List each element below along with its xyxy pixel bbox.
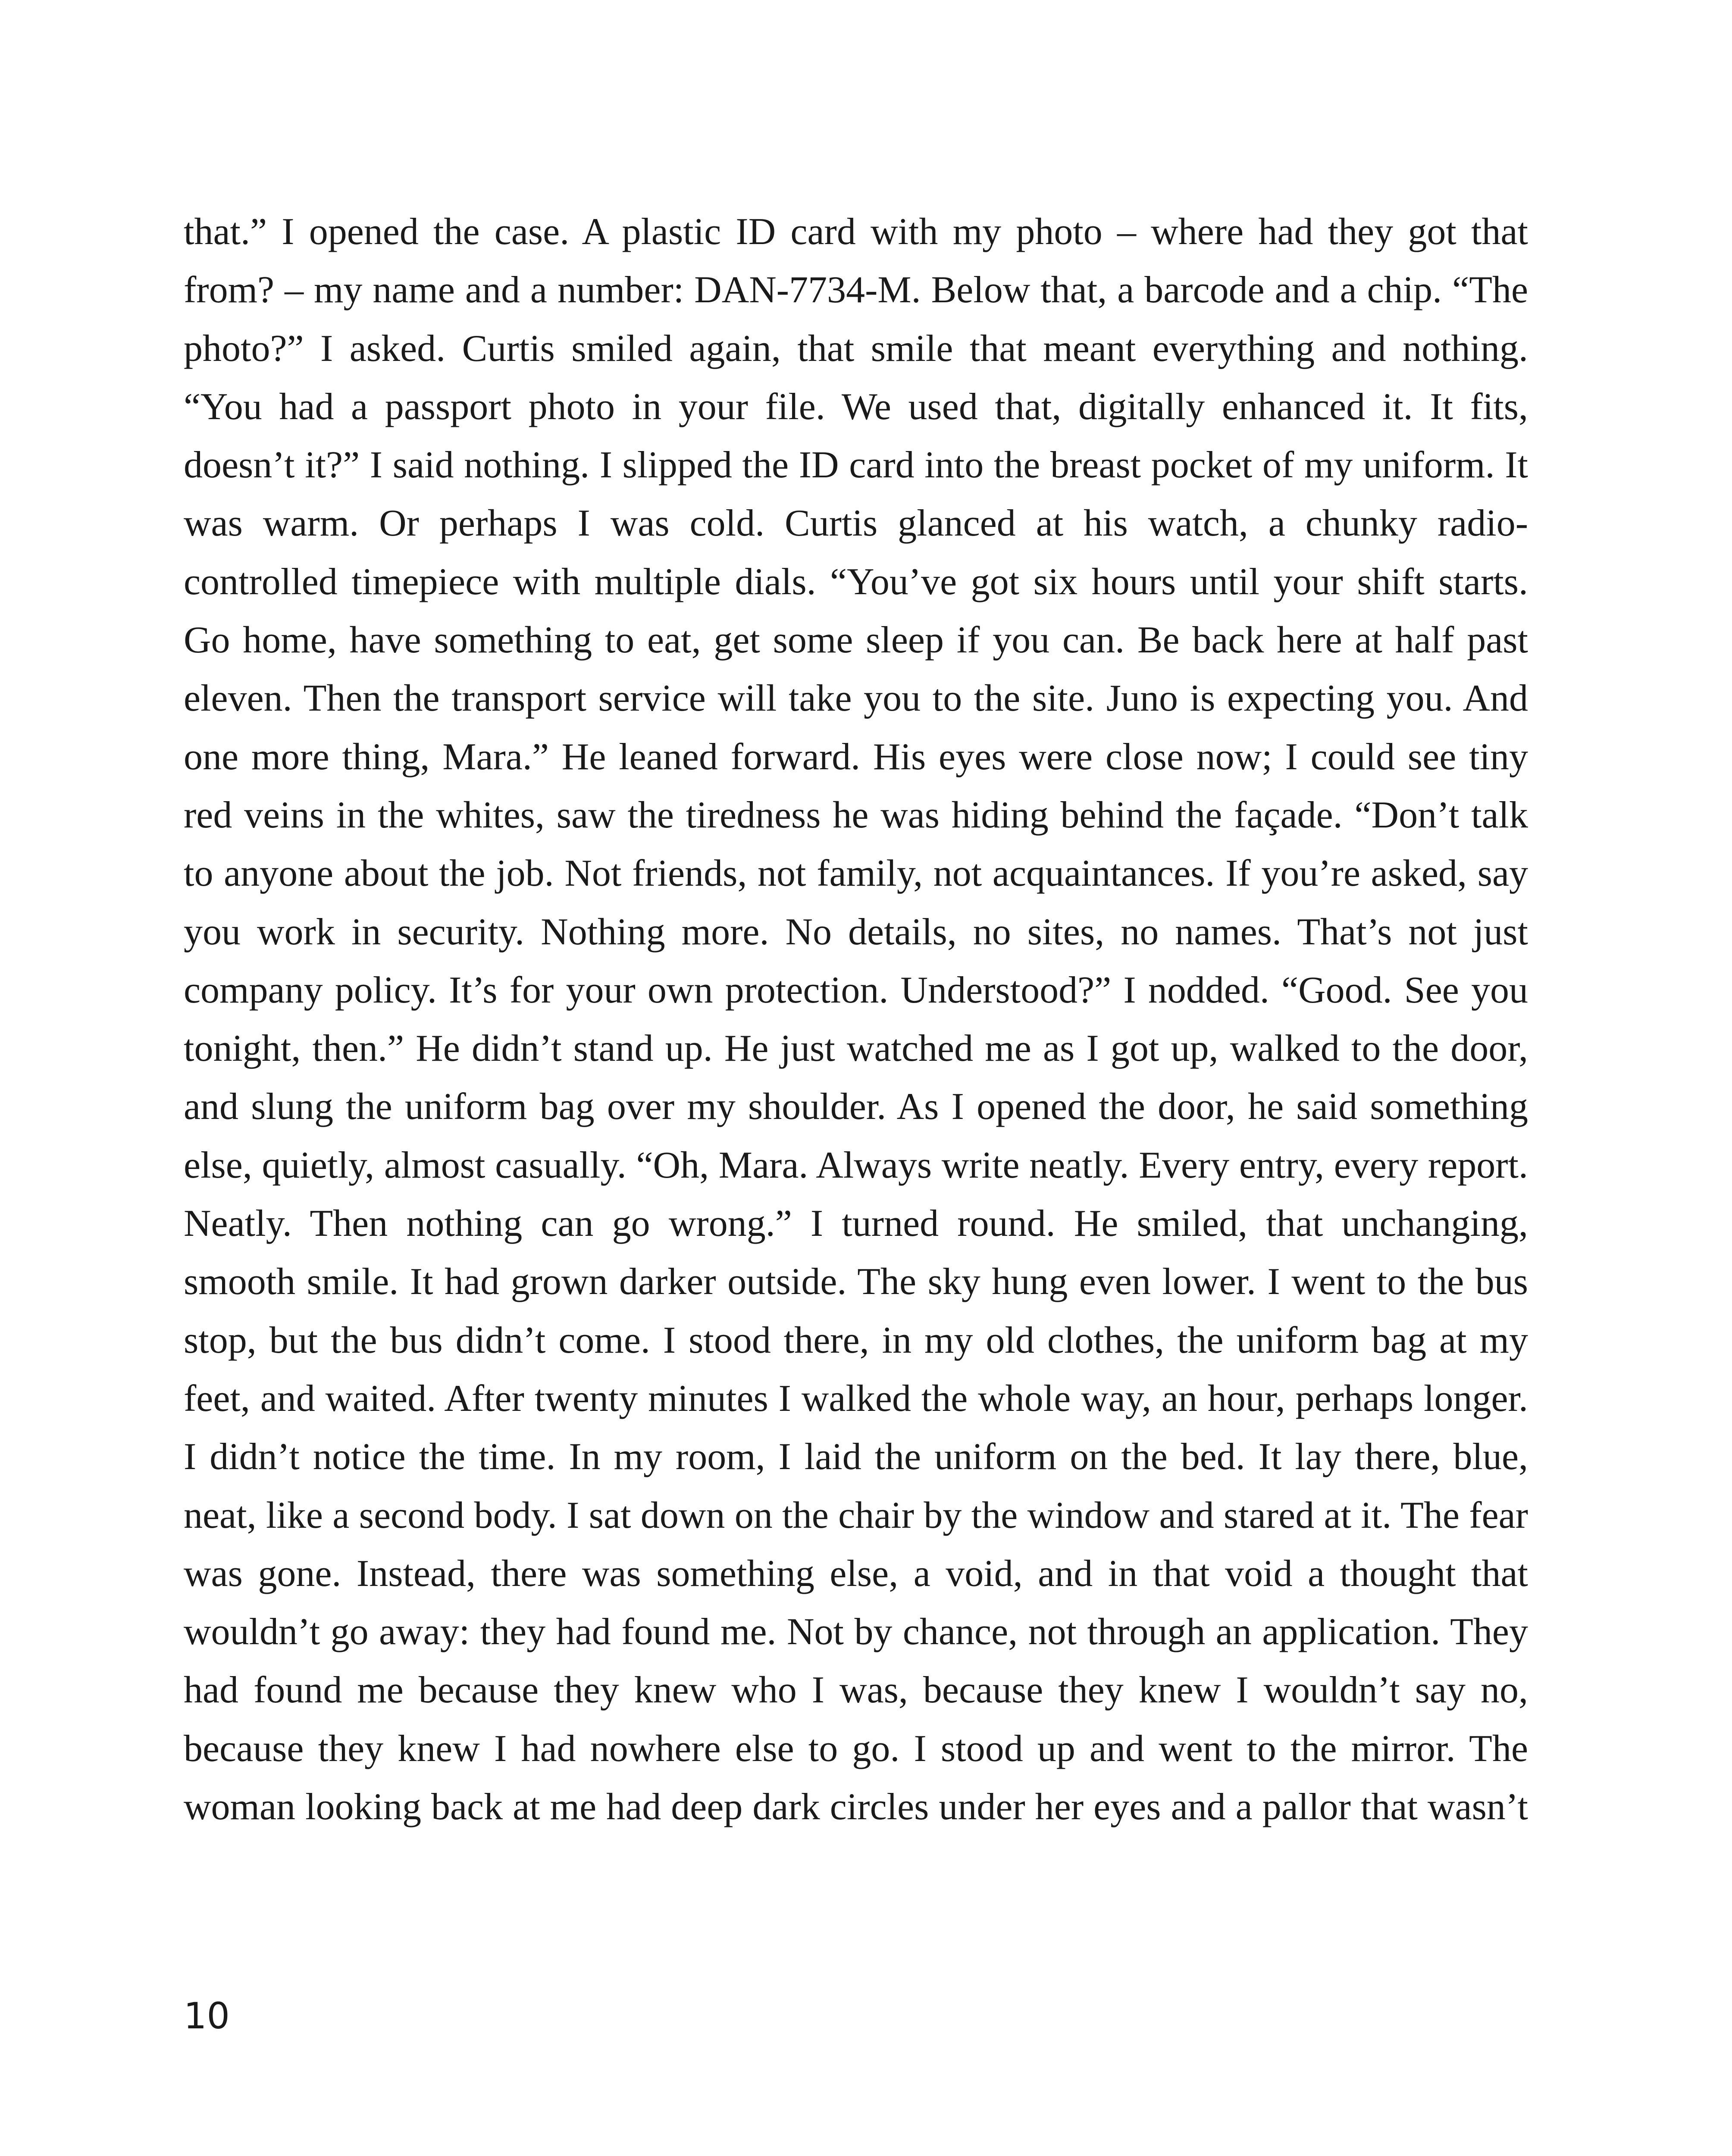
body-paragraph: that.” I opened the case. A plastic ID card with my photo – where had they got that from? – my name and a number: DAN-7734-M. Below that, a barcode and a chip. “The photo?” I asked. Curtis smiled again, that smile that meant everything and nothing. “You had a passport photo in your file. We used that, digitally enhanced it. It fits, doesn’t it?” I said nothing. I slipped the ID card into the breast pocket of my uniform. It was warm. Or perhaps I was cold. Curtis glanced at his watch, a chunky radio-controlled timepiece with multiple dials. “You’ve got six hours until your shift starts. Go home, have something to eat, get some sleep if you can. Be back here at half past eleven. Then the transport service will take you to the site. Juno is expecting you. And one more thing, Mara.” He leaned forward. His eyes were close now; I could see tiny red veins in the whites, saw the tiredness he was hiding behind the façade. “Don’t talk to anyone about the job. Not friends, not family, not acquaintances. If you’re asked, say you work in security. Nothing more. No details, no sites, no names. That’s not just company policy. It’s for your own protection. Understood?” I nodded. “Good. See you tonight, then.” He didn’t stand up. He just watched me as I got up, walked to the door, and slung the uniform bag over my shoulder. As I opened the door, he said something else, quietly, almost casually. “Oh, Mara. Always write neatly. Every entry, every report. Neatly. Then nothing can go wrong.” I turned round. He smiled, that unchanging, smooth smile. It had grown darker outside. The sky hung even lower. I went to the bus stop, but the bus didn’t come. I stood there, in my old clothes, the uniform bag at my feet, and waited. After twenty minutes I walked the whole way, an hour, perhaps longer. I didn’t notice the time. In my room, I laid the uniform on the bed. It lay there, blue, neat, like a second body. I sat down on the chair by the window and stared at it. The fear was gone. Instead, there was something else, a void, and in that void a thought that wouldn’t go away: they had found me. Not by chance, not through an application. They had found me because they knew who I was, because they knew I wouldn’t say no, because they knew I had nowhere else to go. I stood up and went to the mirror. The woman looking back at me had deep dark circles under her eyes and a pallor that wasn’t: [184, 211, 1528, 1828]
page-number: 10: [184, 1995, 230, 2037]
